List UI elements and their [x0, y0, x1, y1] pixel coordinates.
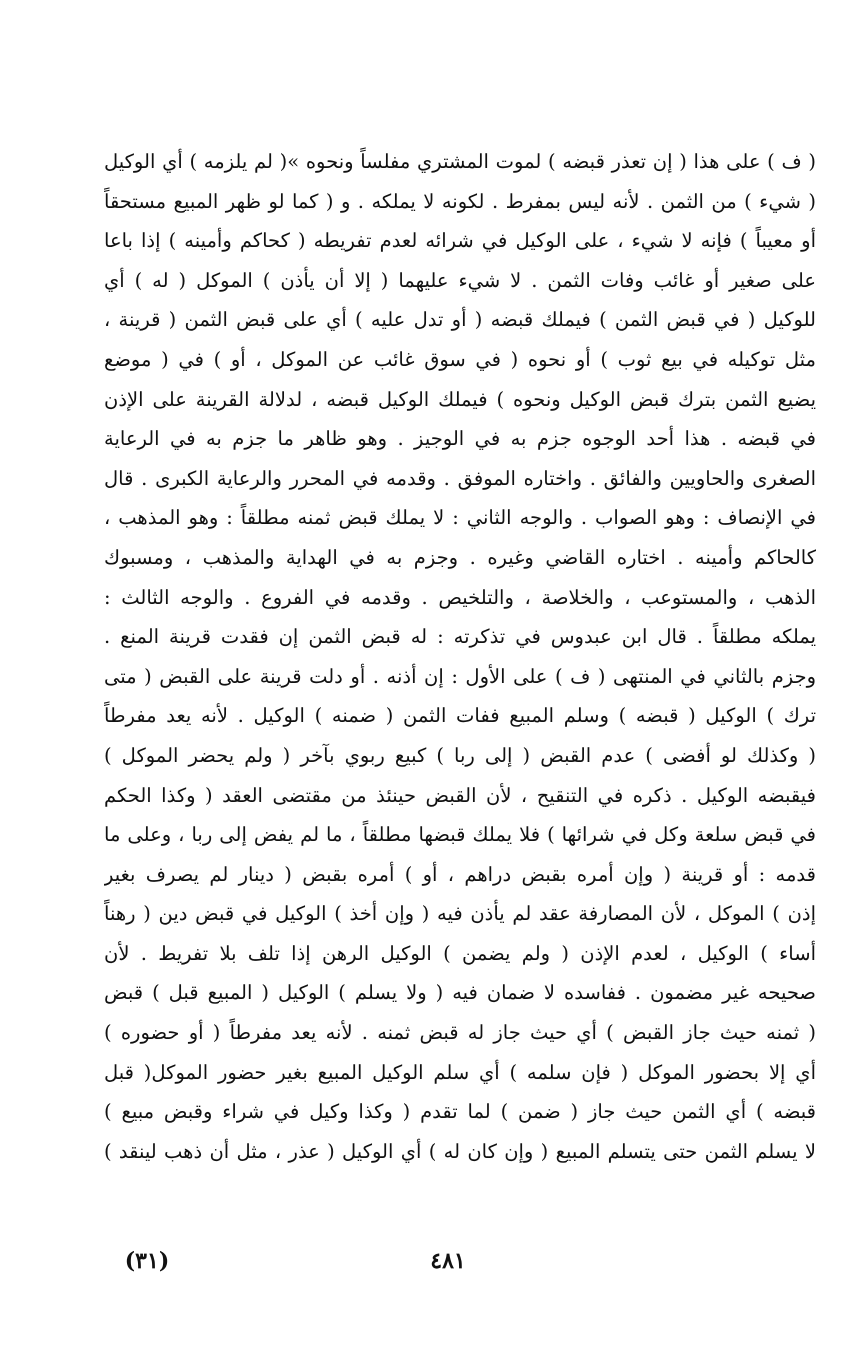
- text-line: على صغير أو غائب وفات الثمن . لا شيء عليهما ( إلا أن يأذن ) الموكل ( له ) أي: [104, 268, 816, 292]
- text-line: ( وكذلك لو أفضى ) عدم القبض ( إلى ربا ) كبيع ربوي بآخر ( ولم يحضر الموكل ): [104, 743, 816, 767]
- text-line: فيقبضه الوكيل . ذكره في التنقيح ، لأن القبض حينئذ من مقتضى العقد ( وكذا الحكم: [104, 783, 816, 807]
- text-line: قبضه ) أي الثمن حيث جاز ( ضمن ) لما تقدم ( وكذا وكيل في شراء وقبض مبيع ): [104, 1100, 816, 1124]
- text-line: ترك ) الوكيل ( قبضه ) وسلم المبيع ففات الثمن ( ضمنه ) الوكيل . لأنه يعد مفرطاً: [104, 704, 816, 728]
- page-number: ٤٨١: [430, 1248, 466, 1274]
- text-line: ( ثمنه حيث جاز القبض ) أي حيث جاز له قبض ثمنه . لأنه يعد مفرطاً ( أو حضوره ): [104, 1021, 816, 1045]
- text-line: إذن ) الموكل ، لأن المصارفة عقد لم يأذن فيه ( وإن أخذ ) الوكيل في قبض دين ( رهناً: [104, 902, 816, 926]
- page-footer: [0, 1248, 867, 1284]
- text-line: يملكه مطلقاً . قال ابن عبدوس في تذكرته : له قبض الثمن إن فقدت قرينة المنع .: [104, 625, 816, 649]
- page-body: [104, 142, 816, 1171]
- text-line: صحيحه غير مضمون . ففاسده لا ضمان فيه ( ولا يسلم ) الوكيل ( المبيع قبل ) قبض: [104, 981, 816, 1005]
- text-line: ( شيء ) من الثمن . لأنه ليس بمفرط . لكونه لا يملكه . و ( كما لو ظهر المبيع مستحقاً: [104, 189, 816, 213]
- text-line: ( ف ) على هذا ( إن تعذر قبضه ) لموت المشتري مفلساً ونحوه »( لم يلزمه ) أي الوكيل: [104, 150, 816, 173]
- text-line: لا يسلم الثمن حتى يتسلم المبيع ( وإن كان له ) أي الوكيل ( عذر ، مثل أن ذهب لينقد ): [104, 1139, 816, 1163]
- text-line: قدمه : أو قرينة ( وإن أمره بقبض دراهم ، أو ) أمره بقبض ( دينار لم يصرف بغير: [104, 862, 816, 886]
- text-line: في الإنصاف : وهو الصواب . والوجه الثاني : لا يملك قبض ثمنه مطلقاً : وهو المذهب ،: [104, 506, 816, 530]
- text-line: مثل توكيله في بيع ثوب ) أو نحوه ( في سوق غائب عن الموكل ، أو ) في ( موضع: [104, 347, 816, 371]
- text-line: أي إلا بحضور الموكل ( فإن سلمه ) أي سلم الوكيل المبيع بغير حضور الموكل( قبل: [104, 1060, 816, 1084]
- volume-number: (٣١): [124, 1248, 170, 1274]
- text-line: يضيع الثمن بترك قبض الوكيل ونحوه ) فيملك الوكيل قبضه ، لدلالة القرينة على الإذن: [104, 387, 816, 411]
- text-line: أو معيباً ) فإنه لا شيء ، على الوكيل في شرائه لعدم تفريطه ( كحاكم وأمينه ) إذا باعا: [104, 229, 816, 253]
- text-line: الذهب ، والمستوعب ، والخلاصة ، والتلخيص . وقدمه في الفروع . والوجه الثالث :: [104, 585, 816, 609]
- text-line: كالحاكم وأمينه . اختاره القاضي وغيره . وجزم به في الهداية والمذهب ، ومسبوك: [104, 545, 816, 569]
- text-line: الصغرى والحاويين والفائق . واختاره الموفق . وقدمه في المحرر والرعاية الكبرى . قال: [104, 466, 816, 490]
- text-line: وجزم بالثاني في المنتهى ( ف ) على الأول : إن أذنه . أو دلت قرينة على القبض ( متى: [104, 664, 816, 688]
- text-line: في قبضه . هذا أحد الوجوه جزم به في الوجيز . وهو ظاهر ما جزم به في الرعاية: [104, 427, 816, 451]
- text-line: أساء ) الوكيل ، لعدم الإذن ( ولم يضمن ) الوكيل الرهن إذا تلف بلا تفريط . لأن: [104, 941, 816, 965]
- text-line: في قبض سلعة وكل في شرائها ) فلا يملك قبضها مطلقاً ، ما لم يفض إلى ربا ، وعلى ما: [104, 823, 816, 847]
- text-line: للوكيل ( في قبض الثمن ) فيملك قبضه ( أو تدل عليه ) أي على قبض الثمن ( قرينة ،: [104, 308, 816, 332]
